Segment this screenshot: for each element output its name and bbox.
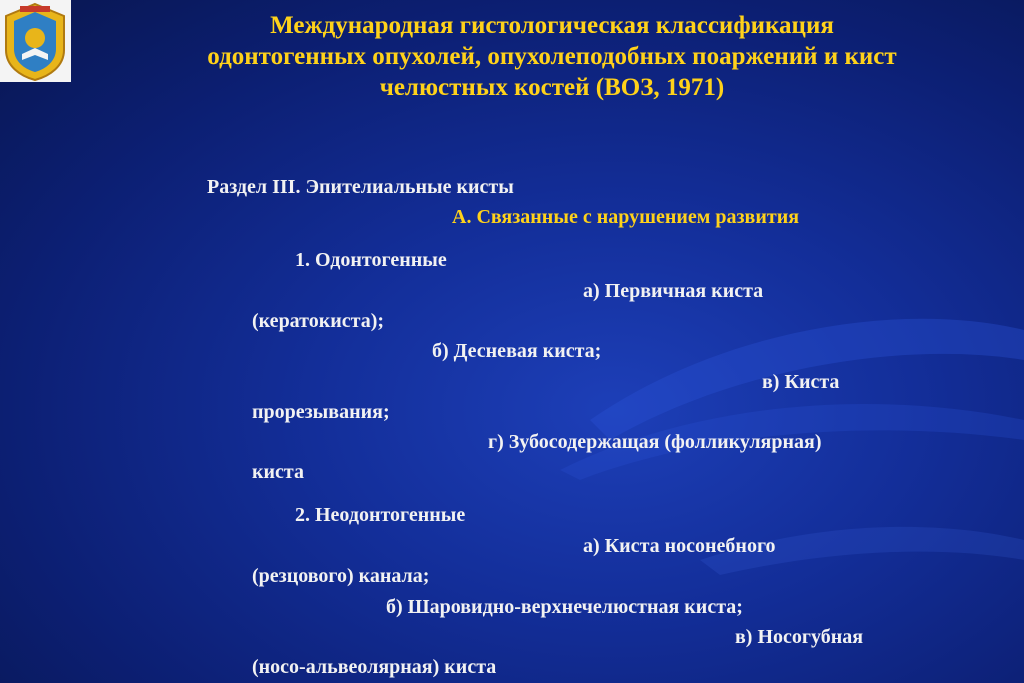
list-item: (кератокиста); [252,310,385,332]
list-item: киста [252,461,304,483]
list-item: в) Киста [762,371,840,393]
title-line: челюстных костей (ВОЗ, 1971) [379,74,725,101]
list-item: в) Носогубная [735,626,864,648]
title-line: Международная гистологическая классификация [270,12,834,39]
section-heading: Раздел III. Эпителиальные кисты [207,176,514,198]
list-item: а) Киста носонебного [583,535,776,557]
subsection-heading: А. Связанные с нарушением развития [452,206,800,228]
university-emblem-icon [0,0,71,82]
list-item: прорезывания; [252,401,390,423]
list-item: 2. Неодонтогенные [295,504,466,526]
list-item: г) Зубосодержащая (фолликулярная) [488,431,822,453]
list-item: 1. Одонтогенные [295,249,447,271]
list-item: (резцового) канала; [252,565,430,587]
slide-title [80,10,1024,103]
title-line: одонтогенных опухолей, опухолеподобных поаржений и кист [207,43,897,70]
list-item: а) Первичная киста [583,280,764,302]
list-item: б) Шаровидно-верхнечелюстная киста; [386,596,743,618]
list-item: б) Десневая киста; [432,340,602,362]
list-item: (носо-альвеолярная) киста [252,656,497,678]
